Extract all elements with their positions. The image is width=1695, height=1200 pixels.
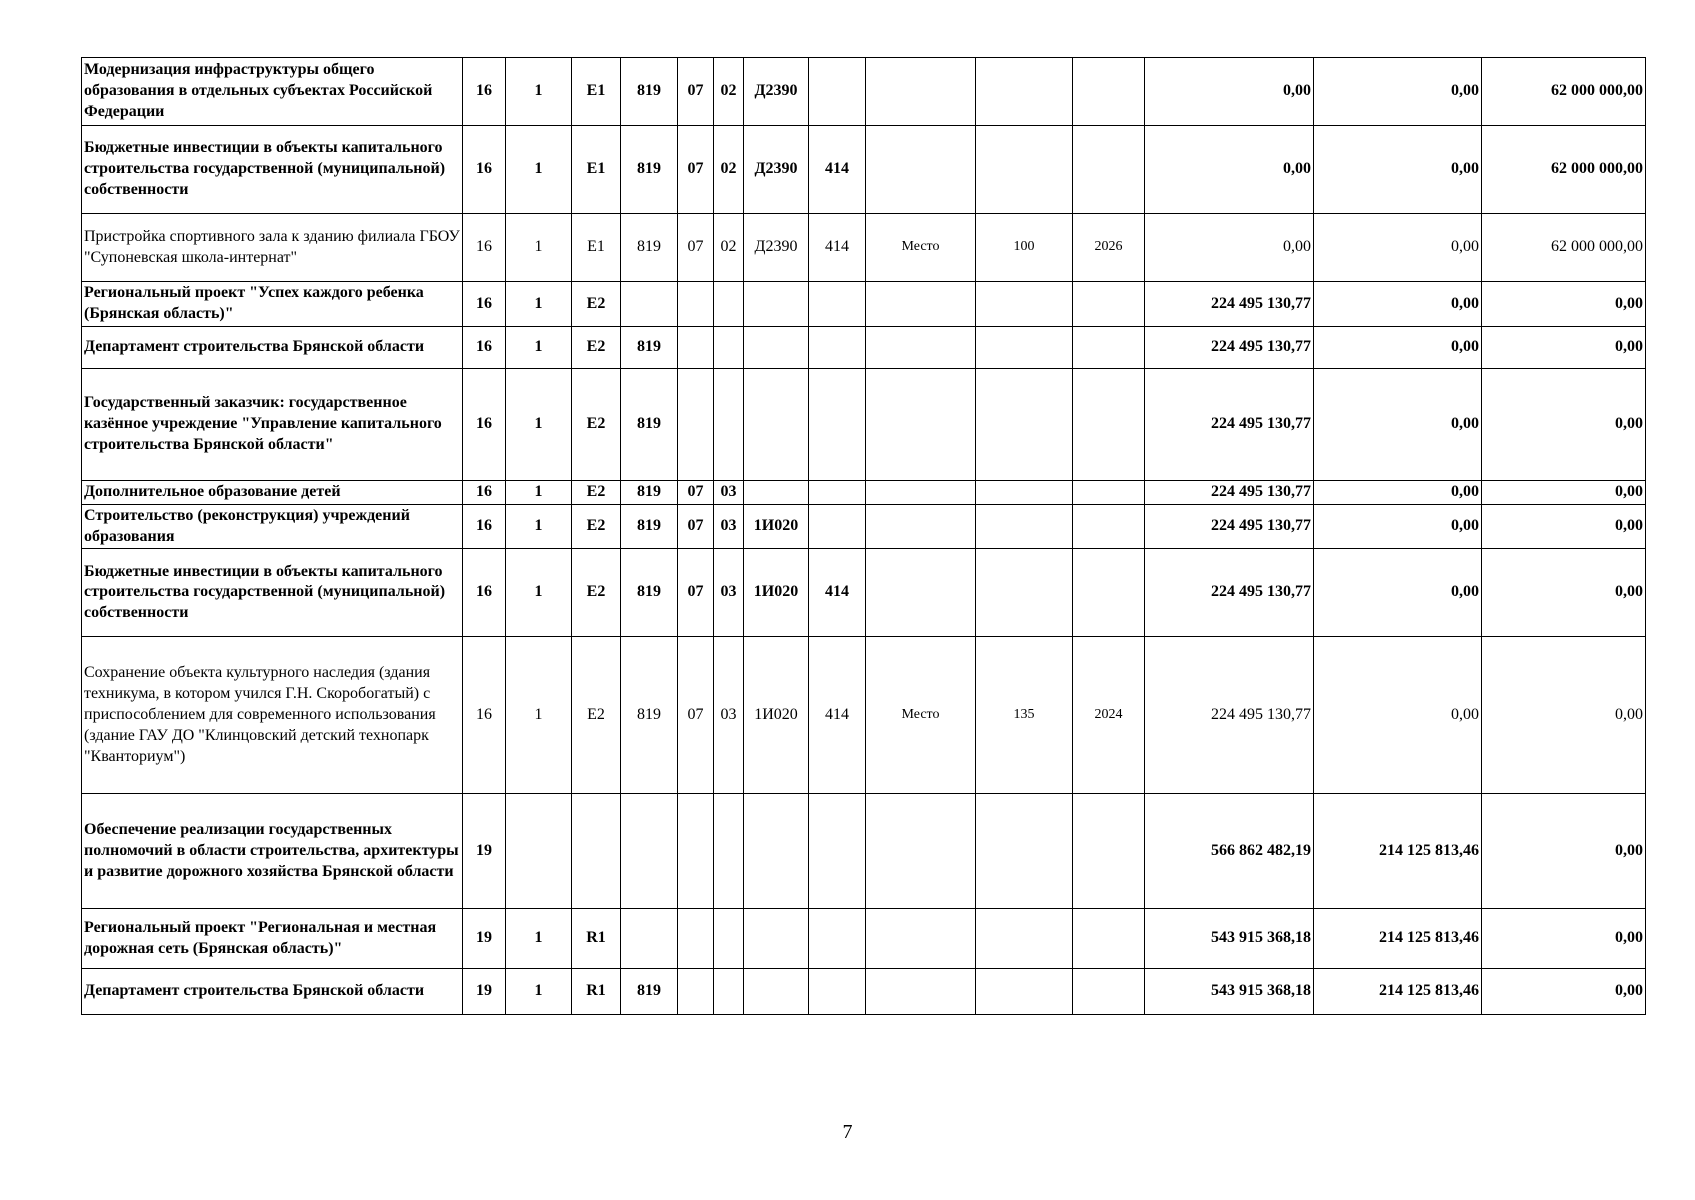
expense-type-cell — [809, 909, 866, 969]
expense-type-cell — [809, 327, 866, 369]
subsection-code-cell: 02 — [714, 126, 744, 214]
table-row — [82, 282, 1646, 327]
project-code-cell: E1 — [572, 214, 621, 282]
program-code-cell: 16 — [463, 126, 506, 214]
unit-cell — [866, 969, 976, 1015]
item-name-cell: Строительство (реконструкция) учреждений образования — [82, 504, 463, 549]
expense-type-cell: 414 — [809, 549, 866, 637]
department-code-cell: 819 — [621, 58, 678, 126]
section-code-cell — [678, 969, 714, 1015]
department-code-cell — [621, 282, 678, 327]
department-code-cell — [621, 794, 678, 909]
item-name-cell: Пристройка спортивного зала к зданию филиала ГБОУ "Супоневская школа-интернат" — [82, 214, 463, 282]
department-code-cell: 819 — [621, 969, 678, 1015]
amount-year2-cell: 0,00 — [1314, 504, 1482, 549]
subprogram-code-cell: 1 — [506, 327, 572, 369]
amount-year1-cell: 224 495 130,77 — [1145, 504, 1314, 549]
item-name-cell: Дополнительное образование детей — [82, 481, 463, 505]
unit-cell: Место — [866, 637, 976, 794]
program-code-cell: 19 — [463, 794, 506, 909]
item-name-cell: Сохранение объекта культурного наследия (здания техникума, в котором учился Г.Н. Скоробогатый) с приспособлением для современного использования (здание ГАУ ДО "Клинцовский детский технопарк "Кванториум") — [82, 637, 463, 794]
amount-year2-cell: 0,00 — [1314, 369, 1482, 481]
department-code-cell: 819 — [621, 126, 678, 214]
unit-cell — [866, 126, 976, 214]
unit-cell — [866, 369, 976, 481]
amount-year2-cell: 214 125 813,46 — [1314, 794, 1482, 909]
amount-year3-cell: 62 000 000,00 — [1482, 126, 1646, 214]
subprogram-code-cell: 1 — [506, 637, 572, 794]
amount-year1-cell: 543 915 368,18 — [1145, 969, 1314, 1015]
project-code-cell: E2 — [572, 327, 621, 369]
year-cell — [1073, 549, 1145, 637]
program-code-cell: 19 — [463, 909, 506, 969]
project-code-cell: R1 — [572, 969, 621, 1015]
table-row — [82, 549, 1646, 637]
subsection-code-cell: 03 — [714, 637, 744, 794]
capacity-cell — [976, 126, 1073, 214]
direction-code-cell: Д2390 — [744, 214, 809, 282]
year-cell — [1073, 58, 1145, 126]
table-body — [82, 58, 1646, 1015]
subprogram-code-cell: 1 — [506, 58, 572, 126]
amount-year2-cell: 0,00 — [1314, 327, 1482, 369]
expense-type-cell — [809, 369, 866, 481]
subprogram-code-cell — [506, 794, 572, 909]
capacity-cell — [976, 969, 1073, 1015]
subprogram-code-cell: 1 — [506, 909, 572, 969]
subsection-code-cell: 03 — [714, 504, 744, 549]
section-code-cell — [678, 909, 714, 969]
project-code-cell: E2 — [572, 637, 621, 794]
expense-type-cell — [809, 794, 866, 909]
program-code-cell: 16 — [463, 214, 506, 282]
department-code-cell: 819 — [621, 327, 678, 369]
section-code-cell: 07 — [678, 637, 714, 794]
amount-year3-cell: 0,00 — [1482, 504, 1646, 549]
amount-year1-cell: 224 495 130,77 — [1145, 369, 1314, 481]
year-cell — [1073, 327, 1145, 369]
subsection-code-cell — [714, 969, 744, 1015]
amount-year2-cell: 0,00 — [1314, 58, 1482, 126]
amount-year2-cell: 0,00 — [1314, 282, 1482, 327]
direction-code-cell: 1И020 — [744, 549, 809, 637]
expense-type-cell — [809, 58, 866, 126]
subsection-code-cell — [714, 369, 744, 481]
subprogram-code-cell: 1 — [506, 126, 572, 214]
subsection-code-cell — [714, 909, 744, 969]
department-code-cell: 819 — [621, 504, 678, 549]
direction-code-cell — [744, 909, 809, 969]
table-row — [82, 794, 1646, 909]
capacity-cell — [976, 327, 1073, 369]
section-code-cell — [678, 327, 714, 369]
subsection-code-cell — [714, 327, 744, 369]
department-code-cell — [621, 909, 678, 969]
department-code-cell: 819 — [621, 549, 678, 637]
project-code-cell: E2 — [572, 549, 621, 637]
program-code-cell: 16 — [463, 369, 506, 481]
amount-year2-cell: 0,00 — [1314, 126, 1482, 214]
project-code-cell: E2 — [572, 282, 621, 327]
section-code-cell: 07 — [678, 481, 714, 505]
amount-year3-cell: 0,00 — [1482, 327, 1646, 369]
program-code-cell: 16 — [463, 282, 506, 327]
amount-year3-cell: 0,00 — [1482, 794, 1646, 909]
section-code-cell: 07 — [678, 549, 714, 637]
section-code-cell — [678, 282, 714, 327]
expense-type-cell — [809, 282, 866, 327]
section-code-cell — [678, 794, 714, 909]
subsection-code-cell: 03 — [714, 549, 744, 637]
capacity-cell — [976, 794, 1073, 909]
year-cell — [1073, 369, 1145, 481]
unit-cell — [866, 794, 976, 909]
unit-cell — [866, 282, 976, 327]
department-code-cell: 819 — [621, 481, 678, 505]
amount-year1-cell: 0,00 — [1145, 214, 1314, 282]
expense-type-cell: 414 — [809, 126, 866, 214]
program-code-cell: 16 — [463, 637, 506, 794]
item-name-cell: Региональный проект "Региональная и местная дорожная сеть (Брянская область)" — [82, 909, 463, 969]
subprogram-code-cell: 1 — [506, 369, 572, 481]
expense-type-cell: 414 — [809, 637, 866, 794]
project-code-cell: E1 — [572, 126, 621, 214]
amount-year2-cell: 0,00 — [1314, 481, 1482, 505]
capacity-cell — [976, 369, 1073, 481]
expense-type-cell — [809, 481, 866, 505]
item-name-cell: Региональный проект "Успех каждого ребенка (Брянская область)" — [82, 282, 463, 327]
amount-year1-cell: 0,00 — [1145, 58, 1314, 126]
amount-year1-cell: 543 915 368,18 — [1145, 909, 1314, 969]
amount-year1-cell: 224 495 130,77 — [1145, 327, 1314, 369]
direction-code-cell — [744, 369, 809, 481]
subprogram-code-cell: 1 — [506, 481, 572, 505]
amount-year3-cell: 0,00 — [1482, 282, 1646, 327]
item-name-cell: Бюджетные инвестиции в объекты капитального строительства государственной (муниципальной) собственности — [82, 126, 463, 214]
capacity-cell — [976, 504, 1073, 549]
section-code-cell: 07 — [678, 504, 714, 549]
item-name-cell: Департамент строительства Брянской области — [82, 969, 463, 1015]
department-code-cell: 819 — [621, 369, 678, 481]
direction-code-cell: Д2390 — [744, 58, 809, 126]
subprogram-code-cell: 1 — [506, 504, 572, 549]
table-row — [82, 58, 1646, 126]
amount-year3-cell: 0,00 — [1482, 637, 1646, 794]
amount-year2-cell: 0,00 — [1314, 637, 1482, 794]
project-code-cell: R1 — [572, 909, 621, 969]
amount-year1-cell: 224 495 130,77 — [1145, 481, 1314, 505]
direction-code-cell — [744, 282, 809, 327]
section-code-cell: 07 — [678, 126, 714, 214]
unit-cell — [866, 504, 976, 549]
subprogram-code-cell: 1 — [506, 282, 572, 327]
amount-year3-cell: 0,00 — [1482, 549, 1646, 637]
year-cell — [1073, 969, 1145, 1015]
direction-code-cell — [744, 794, 809, 909]
item-name-cell: Департамент строительства Брянской области — [82, 327, 463, 369]
program-code-cell: 16 — [463, 481, 506, 505]
department-code-cell: 819 — [621, 637, 678, 794]
subprogram-code-cell: 1 — [506, 549, 572, 637]
program-code-cell: 16 — [463, 549, 506, 637]
project-code-cell: E2 — [572, 369, 621, 481]
table-row — [82, 637, 1646, 794]
item-name-cell: Бюджетные инвестиции в объекты капитального строительства государственной (муниципальной) собственности — [82, 549, 463, 637]
program-code-cell: 16 — [463, 58, 506, 126]
amount-year3-cell: 0,00 — [1482, 909, 1646, 969]
project-code-cell: E2 — [572, 504, 621, 549]
expense-type-cell: 414 — [809, 214, 866, 282]
direction-code-cell: Д2390 — [744, 126, 809, 214]
unit-cell — [866, 58, 976, 126]
amount-year2-cell: 0,00 — [1314, 214, 1482, 282]
amount-year3-cell: 62 000 000,00 — [1482, 214, 1646, 282]
year-cell — [1073, 481, 1145, 505]
year-cell — [1073, 504, 1145, 549]
department-code-cell: 819 — [621, 214, 678, 282]
unit-cell — [866, 549, 976, 637]
program-code-cell: 19 — [463, 969, 506, 1015]
section-code-cell — [678, 369, 714, 481]
section-code-cell: 07 — [678, 214, 714, 282]
direction-code-cell — [744, 969, 809, 1015]
amount-year3-cell: 0,00 — [1482, 369, 1646, 481]
item-name-cell: Обеспечение реализации государственных полномочий в области строительства, архитектуры и развитие дорожного хозяйства Брянской области — [82, 794, 463, 909]
page-number: 7 — [842, 1121, 853, 1143]
amount-year1-cell: 0,00 — [1145, 126, 1314, 214]
item-name-cell: Государственный заказчик: государственное казённое учреждение "Управление капитального строительства Брянской области" — [82, 369, 463, 481]
amount-year3-cell: 0,00 — [1482, 481, 1646, 505]
amount-year1-cell: 224 495 130,77 — [1145, 282, 1314, 327]
direction-code-cell — [744, 481, 809, 505]
table-row — [82, 369, 1646, 481]
amount-year1-cell: 224 495 130,77 — [1145, 637, 1314, 794]
capacity-cell — [976, 282, 1073, 327]
table-row — [82, 481, 1646, 505]
capacity-cell — [976, 58, 1073, 126]
expense-type-cell — [809, 969, 866, 1015]
program-code-cell: 16 — [463, 504, 506, 549]
unit-cell — [866, 481, 976, 505]
subsection-code-cell — [714, 282, 744, 327]
amount-year2-cell: 0,00 — [1314, 549, 1482, 637]
capacity-cell — [976, 549, 1073, 637]
year-cell — [1073, 282, 1145, 327]
subprogram-code-cell: 1 — [506, 214, 572, 282]
table-row — [82, 909, 1646, 969]
expense-type-cell — [809, 504, 866, 549]
capacity-cell — [976, 909, 1073, 969]
budget-table — [81, 57, 1646, 1015]
table-row — [82, 504, 1646, 549]
table-row — [82, 969, 1646, 1015]
capacity-cell: 135 — [976, 637, 1073, 794]
direction-code-cell — [744, 327, 809, 369]
year-cell: 2026 — [1073, 214, 1145, 282]
year-cell — [1073, 909, 1145, 969]
subsection-code-cell: 02 — [714, 58, 744, 126]
unit-cell — [866, 909, 976, 969]
amount-year2-cell: 214 125 813,46 — [1314, 909, 1482, 969]
year-cell — [1073, 126, 1145, 214]
unit-cell — [866, 327, 976, 369]
table-row — [82, 126, 1646, 214]
amount-year3-cell: 0,00 — [1482, 969, 1646, 1015]
subprogram-code-cell: 1 — [506, 969, 572, 1015]
year-cell — [1073, 794, 1145, 909]
subsection-code-cell: 02 — [714, 214, 744, 282]
project-code-cell: E2 — [572, 481, 621, 505]
project-code-cell — [572, 794, 621, 909]
program-code-cell: 16 — [463, 327, 506, 369]
amount-year2-cell: 214 125 813,46 — [1314, 969, 1482, 1015]
subsection-code-cell: 03 — [714, 481, 744, 505]
subsection-code-cell — [714, 794, 744, 909]
item-name-cell: Модернизация инфраструктуры общего образования в отдельных субъектах Российской Федерации — [82, 58, 463, 126]
section-code-cell: 07 — [678, 58, 714, 126]
year-cell: 2024 — [1073, 637, 1145, 794]
amount-year3-cell: 62 000 000,00 — [1482, 58, 1646, 126]
unit-cell: Место — [866, 214, 976, 282]
amount-year1-cell: 566 862 482,19 — [1145, 794, 1314, 909]
direction-code-cell: 1И020 — [744, 504, 809, 549]
direction-code-cell: 1И020 — [744, 637, 809, 794]
capacity-cell: 100 — [976, 214, 1073, 282]
table-row — [82, 214, 1646, 282]
amount-year1-cell: 224 495 130,77 — [1145, 549, 1314, 637]
project-code-cell: E1 — [572, 58, 621, 126]
capacity-cell — [976, 481, 1073, 505]
table-row — [82, 327, 1646, 369]
